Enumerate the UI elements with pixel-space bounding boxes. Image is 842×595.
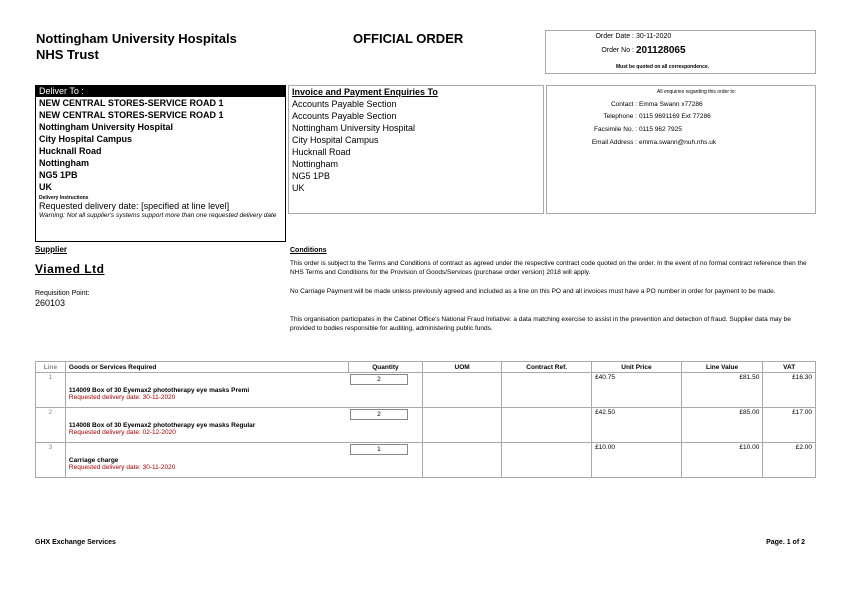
quantity-value: 2 <box>350 409 408 420</box>
contact-label: Contact : <box>610 101 637 108</box>
col-contract: Contract Ref. <box>502 362 592 373</box>
quantity-value: 1 <box>350 444 408 455</box>
item-description: 114009 Box of 30 Eyemax2 phototherapy eye masks Premi <box>68 387 250 394</box>
invoice-line: Accounts Payable Section <box>292 99 397 109</box>
invoice-line: UK <box>292 183 305 193</box>
item-description: 114008 Box of 30 Eyemax2 phototherapy eye masks Regular <box>68 422 256 429</box>
line-number: 3 <box>36 443 66 478</box>
conditions-paragraph-3: This organisation participates in the Cabinet Office's National Fraud Initiative: a data matching exercise to assist in the prevention and detection of fraud. Supplier data may be provided to bodies responsible for auditing, administering public funds. <box>290 316 791 332</box>
unit-price: £10.00 <box>592 443 682 478</box>
goods-cell <box>65 373 422 408</box>
fax-value: 0115 962 7925 <box>639 126 682 133</box>
vat-value: £2.00 <box>763 443 816 478</box>
line-value: £81.50 <box>681 373 763 408</box>
line-value: £85.00 <box>681 408 763 443</box>
org-line-1: Nottingham University Hospitals <box>36 31 237 46</box>
requisition-point-value: 260103 <box>35 298 66 308</box>
email-label: Email Address : <box>591 139 637 146</box>
goods-cell <box>65 443 422 478</box>
contract-cell <box>502 373 592 408</box>
uom-cell <box>422 408 501 443</box>
deliver-to-heading: Deliver To : <box>36 86 285 97</box>
deliver-line: Nottingham <box>39 158 89 168</box>
quantity-value: 2 <box>350 374 408 385</box>
org-line-2: NHS Trust <box>36 47 99 62</box>
conditions-heading: Conditions <box>290 247 327 254</box>
page-number: Page. 1 of 2 <box>766 539 805 546</box>
vat-value: £17.00 <box>763 408 816 443</box>
uom-cell <box>422 443 501 478</box>
deliver-line: NEW CENTRAL STORES-SERVICE ROAD 1 <box>39 110 224 120</box>
deliver-line: Hucknall Road <box>39 146 102 156</box>
contact-box <box>546 85 816 214</box>
delivery-warning: Warning: Not all supplier's systems support more than one requested delivery date <box>39 212 277 219</box>
invoice-box <box>288 85 544 214</box>
contact-note: All enquiries regarding this order to: <box>657 89 736 95</box>
footer-left: GHX Exchange Services <box>35 539 116 546</box>
deliver-line: NG5 1PB <box>39 170 78 180</box>
deliver-to-box <box>35 85 286 242</box>
contact-value: Emma Swann x77286 <box>639 101 703 108</box>
col-uom: UOM <box>422 362 501 373</box>
item-description: Carriage charge <box>68 457 119 464</box>
order-no-label: Order No : <box>601 47 634 54</box>
invoice-line: NG5 1PB <box>292 171 331 181</box>
order-info-box <box>545 30 816 74</box>
order-date-label: Order Date : <box>595 33 634 40</box>
table-row <box>36 443 816 478</box>
fax-label: Facsimile No. : <box>594 126 637 133</box>
invoice-line: Accounts Payable Section <box>292 111 397 121</box>
unit-price: £40.75 <box>592 373 682 408</box>
order-date-value: 30-11-2020 <box>636 33 672 40</box>
item-requested-date: Requested delivery date: 02-12-2020 <box>68 429 176 436</box>
deliver-address <box>36 97 285 193</box>
unit-price: £42.50 <box>592 408 682 443</box>
item-requested-date: Requested delivery date: 30-11-2020 <box>68 394 176 401</box>
deliver-line: Nottingham University Hospital <box>39 122 174 132</box>
invoice-line: City Hospital Campus <box>292 135 379 145</box>
delivery-instructions-label: Delivery Instructions <box>39 195 89 201</box>
telephone-label: Telephone : <box>603 113 637 120</box>
supplier-heading: Supplier <box>35 245 68 254</box>
table-row <box>36 408 816 443</box>
supplier-name: Viamed Ltd <box>35 262 105 276</box>
invoice-heading: Invoice and Payment Enquiries To <box>292 87 438 97</box>
col-quantity: Quantity <box>348 362 422 373</box>
deliver-line: NEW CENTRAL STORES-SERVICE ROAD 1 <box>39 98 224 108</box>
order-note: Must be quoted on all correspondence. <box>616 64 710 70</box>
requisition-point-label: Requisition Point: <box>35 290 90 297</box>
invoice-line: Nottingham University Hospital <box>292 123 416 133</box>
document-title: OFFICIAL ORDER <box>353 31 464 46</box>
conditions-paragraph-2: No Carriage Payment will be made unless previously agreed and included as a line on this PO and all invoices must have a PO number in order for payment to be made. <box>290 288 776 295</box>
item-requested-date: Requested delivery date: 30-11-2020 <box>68 464 176 471</box>
requested-delivery-date: Requested delivery date: [specified at line level] <box>39 201 230 211</box>
deliver-line: UK <box>39 182 52 192</box>
deliver-line: City Hospital Campus <box>39 134 133 144</box>
contract-cell <box>502 443 592 478</box>
col-goods: Goods or Services Required <box>65 362 348 373</box>
line-value: £10.00 <box>681 443 763 478</box>
order-lines-table <box>35 361 816 478</box>
order-no-value: 201128065 <box>636 45 686 56</box>
goods-cell <box>65 408 422 443</box>
col-line: Line <box>36 362 66 373</box>
table-header-row <box>36 362 816 373</box>
contract-cell <box>502 408 592 443</box>
invoice-line: Hucknall Road <box>292 147 351 157</box>
line-number: 1 <box>36 373 66 408</box>
organisation-name <box>36 31 237 63</box>
invoice-address <box>289 98 543 194</box>
email-value: emma.swann@nuh.nhs.uk <box>639 139 717 146</box>
conditions-paragraph-1: This order is subject to the Terms and Conditions of contract as agreed under the respective contract code quoted on the order. In the event of no formal contract reference then the NHS Terms and Conditions for the Provision of Goods/Services (purchase order version) 2018 will apply. <box>290 260 807 276</box>
telephone-value: 0115 9691169 Ext 77286 <box>639 113 711 120</box>
col-unit-price: Unit Price <box>592 362 682 373</box>
col-line-value: Line Value <box>681 362 763 373</box>
invoice-line: Nottingham <box>292 159 339 169</box>
vat-value: £16.30 <box>763 373 816 408</box>
uom-cell <box>422 373 501 408</box>
line-number: 2 <box>36 408 66 443</box>
col-vat: VAT <box>763 362 816 373</box>
table-row <box>36 373 816 408</box>
